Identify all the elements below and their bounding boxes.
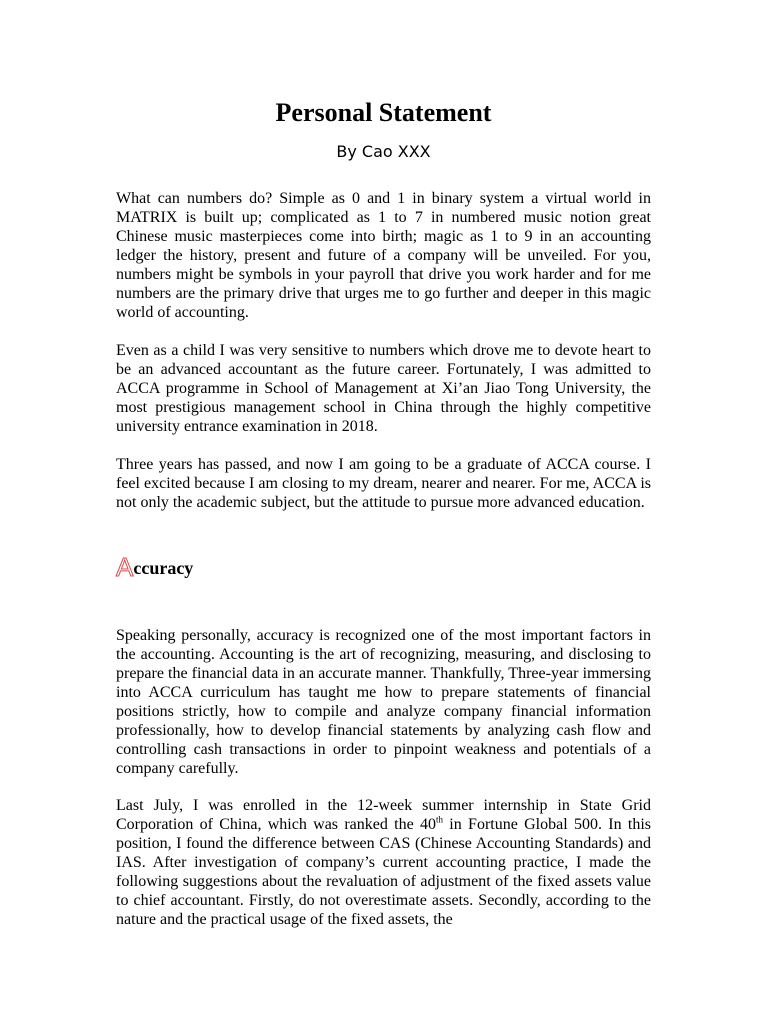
author-byline: By Cao XXX <box>336 142 431 161</box>
document-page <box>116 0 651 1024</box>
paragraph-intro: What can numbers do? Simple as 0 and 1 in binary system a virtual world in MATRIX is built up; complicated as 1 to 7 in numbered music notion great Chinese music masterpieces come into birth; magic as 1 to 9 in an accounting ledger the history, present and future of a company will be unveiled. For you, numbers might be symbols in your payroll that drive you work harder and for me numbers are the primary drive that urges me to go further and deeper in this magic world of accounting. <box>116 190 651 321</box>
paragraph-graduation: Three years has passed, and now I am going to be a graduate of ACCA course. I feel excited because I am closing to my dream, nearer and nearer. For me, ACCA is not only the academic subject, but the attitude to pursue more advanced education. <box>116 456 651 511</box>
decorative-initial-letter: A <box>116 552 134 582</box>
section-heading-accuracy <box>116 553 193 583</box>
paragraph-internship <box>116 796 651 936</box>
ordinal-suffix: th <box>436 814 444 825</box>
document-title: Personal Statement <box>275 98 492 127</box>
internship-text-end: in Fortune Global 500. In this position, I found the difference between CAS (Chinese Accounting Standards) and IAS. After investigation of company’s current accounting practice, I made the following suggestions about the revaluation of adjustment of the fixed assets value to chief accountant. Firstly, do not overestimate assets. Secondly, according to the nature and the practical usage of the fixed assets, the <box>116 816 651 928</box>
paragraph-accuracy: Speaking personally, accuracy is recognized one of the most important factors in the accounting. Accounting is the art of recognizing, measuring, and disclosing to prepare the financial data in an accurate manner. Thankfully, Three-year immersing into ACCA curriculum has taught me how to prepare statements of financial positions strictly, how to compile and analyze company financial information professionally, how to develop financial statements by analyzing cash flow and controlling cash transactions in order to pinpoint weakness and potentials of a company carefully. <box>116 627 651 777</box>
internship-text-start: Last July, I was enrolled in the 12-week summer internship in State Grid Corporation of China, which was ranked the 40 <box>116 797 651 833</box>
paragraph-childhood: Even as a child I was very sensitive to numbers which drove me to devote heart to be an advanced accountant as the future career. Fortunately, I was admitted to ACCA programme in School of Management at Xi’an Jiao Tong University, the most prestigious management school in China through the highly competitive university entrance examination in 2018. <box>116 342 651 435</box>
section-heading-text: ccuracy <box>133 558 194 578</box>
